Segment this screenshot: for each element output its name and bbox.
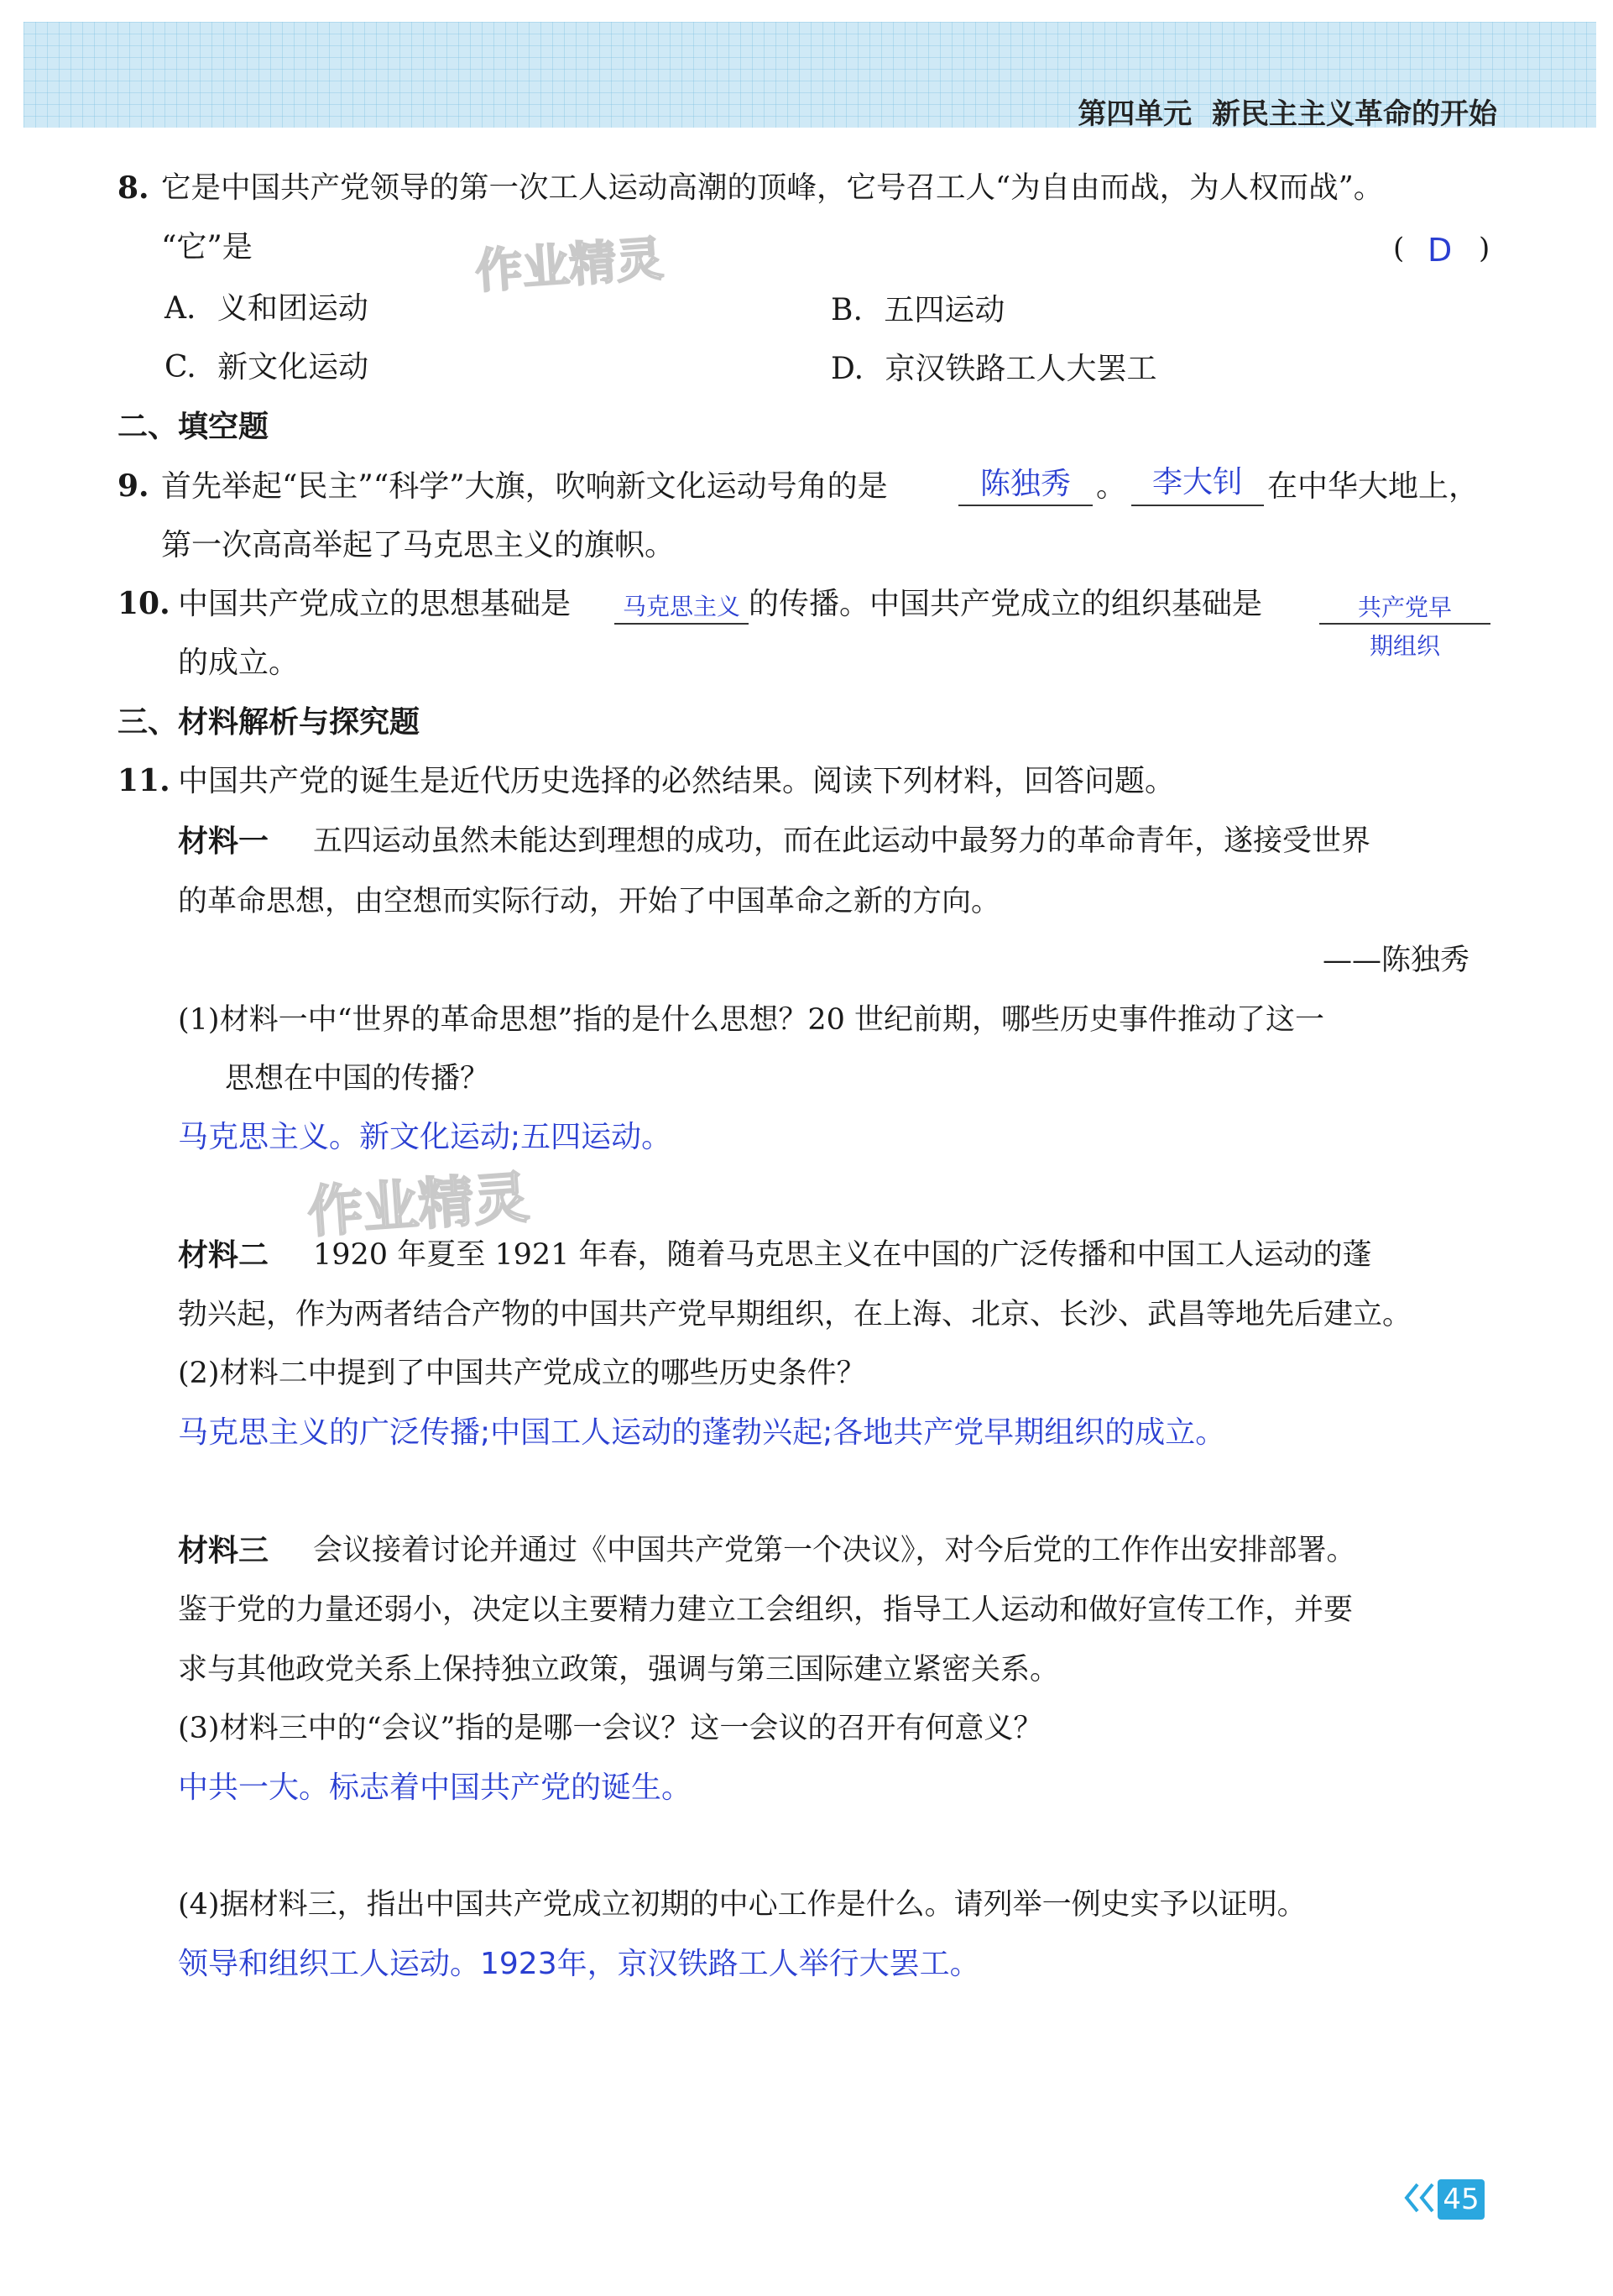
material1-line1: 五四运动虽然未能达到理想的成功，而在此运动中最努力的革命青年，遂接受世界 [313,824,1371,858]
answer-3: 中共一大。标志着中国共产党的诞生。 [178,1770,692,1805]
unit-title: 第四单元 新民主主义革命的开始 [1078,97,1497,131]
q10-answer-1: 马克思主义 [622,593,740,620]
material3-line3: 求与其他政党关系上保持独立政策，强调与第三国际建立紧密关系。 [178,1653,1060,1687]
section2-title: 二、填空题 [117,410,269,444]
watermark-text: 作业精灵 [473,232,666,300]
chevron-left-icon [1403,2182,1420,2214]
material1-line2: 的革命思想，由空想而实际行动，开始了中国革命之新的方向。 [178,885,1001,918]
q8-answer: D [1428,232,1453,269]
chevron-left-icon [1418,2182,1435,2214]
material2-line2: 勃兴起，作为两者结合产物的中国共产党早期组织，在上海、北京、长沙、武昌等地先后建立。 [178,1298,1412,1331]
q9-text-b: 在中华大地上， [1267,469,1480,504]
sub-question-1-line1: (1)材料一中“世界的革命思想”指的是什么思想？20 世纪前期，哪些历史事件推动了这一 [178,1003,1325,1037]
q8-option-a[interactable] [164,290,368,327]
q8-paren-close: ) [1479,232,1490,265]
q10-line2: 的成立。 [178,646,300,680]
option-key: A. [164,291,196,326]
q9-blank-2 [1131,505,1264,506]
material1-source: ——陈独秀 [1323,944,1470,977]
option-key: C. [164,350,196,384]
answer-4: 领导和组织工人运动。1923年，京汉铁路工人举行大罢工。 [178,1947,980,1981]
page-number: 45 [1438,2179,1485,2220]
option-key: D. [831,352,864,386]
sub-question-4: (4)据材料三，指出中国共产党成立初期的中心工作是什么。请列举一例史实予以证明。 [178,1888,1307,1922]
q8-paren-open: ( [1393,232,1405,265]
material3-line1: 会议接着讨论并通过《中国共产党第一个决议》，对今后党的工作作出安排部署。 [313,1534,1356,1567]
option-text: 五四运动 [884,293,1005,327]
q9-text-a: 首先举起“民主”“科学”大旗，吹响新文化运动号角的是 [161,469,888,504]
q10-answer-2-line2: 期组织 [1369,632,1440,660]
answer-2: 马克思主义的广泛传播;中国工人运动的蓬勃兴起;各地共产党早期组织的成立。 [178,1415,1226,1450]
material2-label: 材料二 [178,1238,269,1273]
answer-1: 马克思主义。新文化运动;五四运动。 [178,1120,672,1154]
option-key: B. [831,293,863,327]
q8-number: 8. [117,170,149,206]
q8-option-c[interactable] [164,349,368,385]
material3-label: 材料三 [178,1534,269,1568]
option-text: 新文化运动 [217,350,369,384]
q10-text-a: 中国共产党成立的思想基础是 [178,587,572,621]
sub-question-1-line2: 思想在中国的传播？ [225,1062,490,1096]
option-text: 京汉铁路工人大罢工 [885,352,1157,386]
section3-title: 三、材料解析与探究题 [117,705,420,740]
sub-question-2: (2)材料二中提到了中国共产党成立的哪些历史条件？ [178,1357,866,1390]
watermark-text: 作业精灵 [305,1164,531,1246]
sub-question-3: (3)材料三中的“会议”指的是哪一会议？这一会议的召开有何意义？ [178,1712,1043,1745]
q11-intro: 中国共产党的诞生是近代历史选择的必然结果。阅读下列材料，回答问题。 [178,764,1176,798]
q10-blank-1 [614,623,749,625]
q10-number: 10. [117,586,170,621]
q8-line2: “它”是 [161,230,253,264]
q9-answer-2: 李大钊 [1151,465,1243,499]
option-text: 义和团运动 [217,291,368,326]
q10-blank-2 [1319,623,1490,625]
q10-text-b: 的传播。中国共产党成立的组织基础是 [749,587,1263,621]
q11-number: 11. [117,763,170,798]
q9-line2: 第一次高高举起了马克思主义的旗帜。 [161,528,676,562]
q9-answer-1: 陈独秀 [979,467,1071,501]
material2-line1: 1920 年夏至 1921 年春，随着马克思主义在中国的广泛传播和中国工人运动的蓬 [313,1238,1372,1272]
q10-answer-2-line1: 共产党早 [1357,594,1452,621]
q8-option-d[interactable] [831,351,1157,387]
q8-option-b[interactable] [831,292,1005,328]
q9-number: 9. [117,468,149,504]
material3-line2: 鉴于党的力量还弱小，决定以主要精力建立工会组织，指导工人运动和做好宣传工作，并要 [178,1593,1354,1627]
q8-line1: 它是中国共产党领导的第一次工人运动高潮的顶峰，它号召工人“为自由而战，为人权而战”。 [161,170,1384,205]
material1-label: 材料一 [178,824,269,859]
q9-separator: 。 [1096,469,1127,504]
q9-blank-1 [958,505,1093,506]
